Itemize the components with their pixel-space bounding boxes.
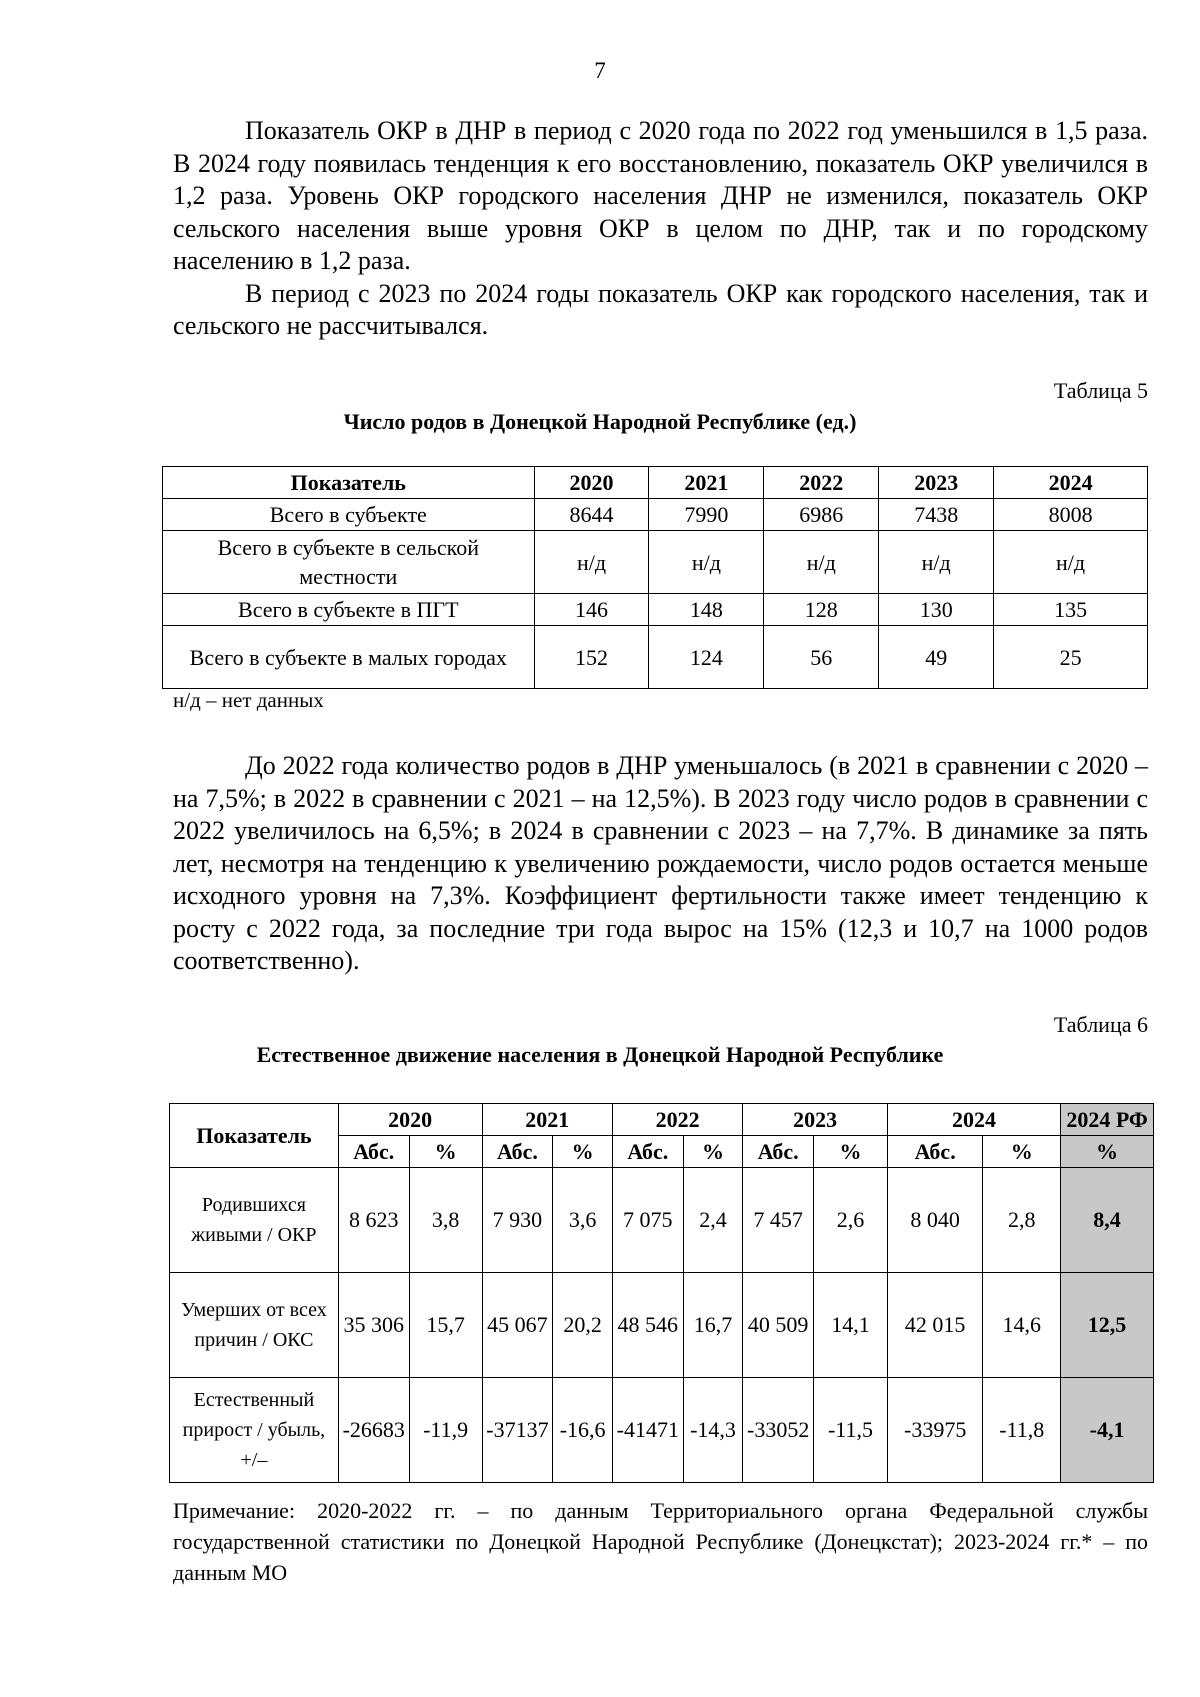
year-header: 2023: [743, 1104, 888, 1136]
year-header: 2021: [482, 1104, 612, 1136]
table-cell: 3,8: [409, 1168, 482, 1273]
row-label: Умерших от всех причин / ОКС: [170, 1273, 339, 1378]
row-label: Всего в субъекте: [163, 499, 535, 531]
table-cell: 42 015: [887, 1273, 983, 1378]
table-cell: 2,8: [983, 1168, 1061, 1273]
row-label: Естественный прирост / убыль, +/–: [170, 1378, 339, 1483]
table-cell: -33052: [743, 1378, 814, 1483]
table-cell: 56: [764, 626, 879, 689]
table-cell: 152: [534, 626, 649, 689]
table-row: [163, 499, 1148, 531]
abs-header: Абс.: [743, 1136, 814, 1168]
table-cell: 2,4: [683, 1168, 743, 1273]
year-header: 2020: [338, 1104, 482, 1136]
pct-header: %: [409, 1136, 482, 1168]
table-row: [163, 531, 1148, 594]
table-cell: 2,6: [814, 1168, 888, 1273]
table-cell: 35 306: [338, 1273, 409, 1378]
abs-header: Абс.: [482, 1136, 553, 1168]
table-cell: 130: [879, 594, 994, 626]
table-cell: -37137: [482, 1378, 553, 1483]
row-label: Всего в субъекте в сельской местности: [163, 531, 535, 594]
table-cell: 14,6: [983, 1273, 1061, 1378]
table-cell: -26683: [338, 1378, 409, 1483]
table-cell: 148: [649, 594, 764, 626]
table-cell: н/д: [649, 531, 764, 594]
year-header: 2024: [887, 1104, 1060, 1136]
middle-paragraph: До 2022 года количество родов в ДНР уменьшалось (в 2021 в сравнении с 2020 – на 7,5%; в 2022 в сравнении с 2021 – на 12,5%). В 2023 году число родов в сравнении с 2022 увеличилось на 6,5%; в 2024 в сравнении с 2023 – на 7,7%. В динамике за пять лет, несмотря на тенденцию к увеличению рождаемости, число родов остается меньше исходного уровня на 7,3%. Коэффициент фертильности также имеет тенденцию к росту с 2022 года, за последние три года вырос на 15% (12,3 и 10,7 на 1000 родов соответственно).: [173, 751, 1148, 975]
rf-cell: 12,5: [1061, 1273, 1154, 1378]
header-cell: 2022: [764, 467, 879, 499]
table-cell: 128: [764, 594, 879, 626]
intro-paragraph-2: В период с 2023 по 2024 годы показатель ОКР как городского населения, так и сельского не рассчитывался.: [173, 278, 1148, 340]
table-cell: 6986: [764, 499, 879, 531]
header-cell: 2021: [649, 467, 764, 499]
table-cell: 14,1: [814, 1273, 888, 1378]
table-cell: 7 930: [482, 1168, 553, 1273]
pct-header: %: [1061, 1136, 1154, 1168]
header-cell: 2024: [994, 467, 1148, 499]
table-cell: -41471: [612, 1378, 683, 1483]
table-cell: 3,6: [553, 1168, 613, 1273]
table-cell: -16,6: [553, 1378, 613, 1483]
table-cell: 48 546: [612, 1273, 683, 1378]
pct-header: %: [553, 1136, 613, 1168]
intro-text: [173, 115, 1148, 343]
header-cell: Показатель: [170, 1104, 339, 1168]
table-cell: -33975: [887, 1378, 983, 1483]
table-header-row: [170, 1104, 1154, 1136]
table-cell: 16,7: [683, 1273, 743, 1378]
table-cell: 135: [994, 594, 1148, 626]
births-table: [162, 466, 1148, 689]
abs-header: Абс.: [338, 1136, 409, 1168]
table-row: [170, 1273, 1154, 1378]
table-cell: н/д: [764, 531, 879, 594]
table-row: [163, 594, 1148, 626]
header-cell: 2023: [879, 467, 994, 499]
row-label: Родившихся живыми / ОКР: [170, 1168, 339, 1273]
table6-title: Естественное движение населения в Донецкой Народной Республике: [256, 1042, 944, 1067]
table-cell: 8644: [534, 499, 649, 531]
table-cell: 8 040: [887, 1168, 983, 1273]
pct-header: %: [683, 1136, 743, 1168]
table-row: [163, 626, 1148, 689]
table-cell: 40 509: [743, 1273, 814, 1378]
rf-cell: 8,4: [1061, 1168, 1154, 1273]
table-cell: 8 623: [338, 1168, 409, 1273]
row-label: Всего в субъекте в малых городах: [163, 626, 535, 689]
abs-header: Абс.: [612, 1136, 683, 1168]
table-header-row: [163, 467, 1148, 499]
table-cell: 7438: [879, 499, 994, 531]
table-cell: 25: [994, 626, 1148, 689]
table-cell: 20,2: [553, 1273, 613, 1378]
table6-label: Таблица 6: [1053, 1012, 1148, 1037]
table-cell: -14,3: [683, 1378, 743, 1483]
pct-header: %: [983, 1136, 1061, 1168]
pct-header: %: [814, 1136, 888, 1168]
table-cell: 15,7: [409, 1273, 482, 1378]
table-row: [170, 1378, 1154, 1483]
table-cell: 7990: [649, 499, 764, 531]
table5-note: н/д – нет данных: [173, 688, 324, 712]
middle-text: [173, 750, 1148, 978]
table-cell: н/д: [994, 531, 1148, 594]
table-cell: -11,8: [983, 1378, 1061, 1483]
intro-paragraph-1: Показатель ОКР в ДНР в период с 2020 года по 2022 год уменьшился в 1,5 раза. В 2024 году появилась тенденция к его восстановлению, показатель ОКР увеличился в 1,2 раза. Уровень ОКР городского населения ДНР не изменился, показатель ОКР сельского населения выше уровня ОКР в целом по ДНР, так и по городскому населению в 1,2 раза.: [173, 116, 1148, 275]
row-label: Всего в субъекте в ПГТ: [163, 594, 535, 626]
table-row: [170, 1168, 1154, 1273]
rf-header: 2024 РФ: [1061, 1104, 1154, 1136]
footnote: Примечание: 2020-2022 гг. – по данным Территориального органа Федеральной службы государственной статистики по Донецкой Народной Республике (Донецкстат); 2023-2024 гг.* – по данным МО: [173, 1498, 1148, 1585]
table-cell: 8008: [994, 499, 1148, 531]
table5-label: Таблица 5: [1053, 378, 1148, 403]
header-cell: Показатель: [163, 467, 535, 499]
table-cell: 49: [879, 626, 994, 689]
table-cell: н/д: [534, 531, 649, 594]
table-cell: 45 067: [482, 1273, 553, 1378]
table-cell: 7 457: [743, 1168, 814, 1273]
population-movement-table: [169, 1103, 1154, 1483]
table-cell: -11,9: [409, 1378, 482, 1483]
table-cell: 146: [534, 594, 649, 626]
table5-title: Число родов в Донецкой Народной Республике (ед.): [343, 409, 857, 434]
page-number: 7: [594, 58, 606, 83]
year-header: 2022: [612, 1104, 742, 1136]
abs-header: Абс.: [887, 1136, 983, 1168]
header-cell: 2020: [534, 467, 649, 499]
rf-cell: -4,1: [1061, 1378, 1154, 1483]
table-cell: 124: [649, 626, 764, 689]
table-cell: н/д: [879, 531, 994, 594]
table-cell: -11,5: [814, 1378, 888, 1483]
table-cell: 7 075: [612, 1168, 683, 1273]
